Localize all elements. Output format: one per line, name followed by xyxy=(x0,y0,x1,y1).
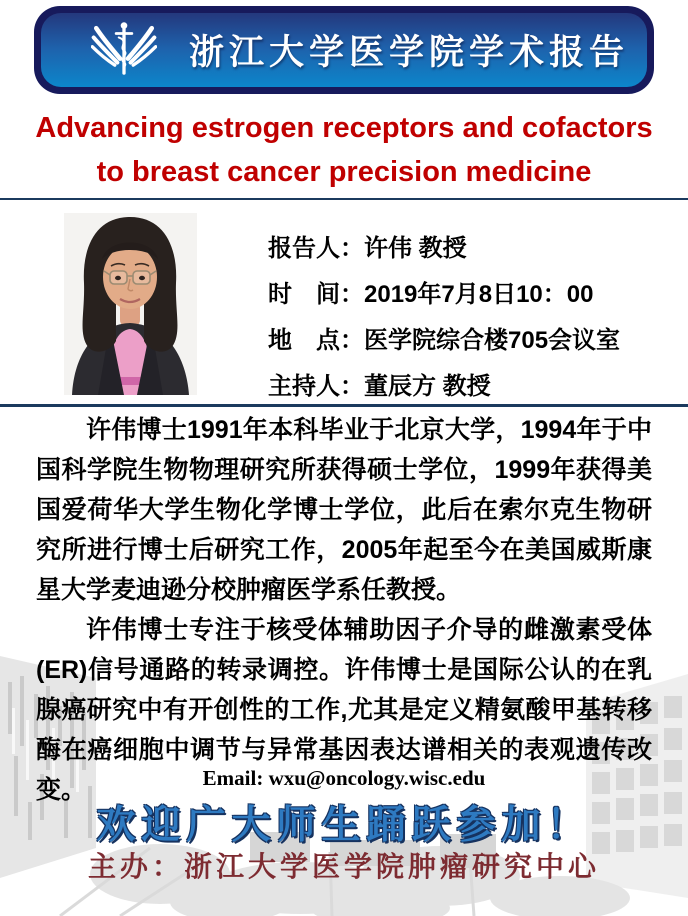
speaker-portrait-graphic xyxy=(64,213,197,395)
speaker-email: Email: wxu@oncology.wisc.edu xyxy=(202,766,486,790)
bio-paragraph-2: 许伟博士专注于核受体辅助因子介导的雌激素受体(ER)信号通路的转录调控。许伟博士是国际公认的在乳腺癌研究中有开创性的工作,尤其是定义精氨酸甲基转移酶在癌细胞中调节与异常基因表达谱相关的表观遗传改变。 xyxy=(36,616,652,804)
page-title xyxy=(0,106,688,194)
welcome-message: 欢迎广大师生踊跃参加！ xyxy=(96,804,592,847)
info-location: 地 点：医学院综合楼705会议室 xyxy=(268,327,621,354)
organizer-line: 主办：浙江大学医学院肿瘤研究中心 xyxy=(87,851,600,882)
speaker-bio xyxy=(36,410,652,810)
speaker-photo xyxy=(64,213,197,395)
banner-title: 浙江大学医学院学术报告 xyxy=(188,33,629,72)
bio-paragraph-1: 许伟博士1991年本科毕业于北京大学，1994年于中国科学院生物物理研究所获得硕士学位，1999年获得美国爱荷华大学生物化学博士学位，此后在索尔克生物研究所进行博士后研究工作，2005年起至今在美国威斯康星大学麦迪逊分校肿瘤医学系任教授。 xyxy=(36,416,652,604)
info-host: 主持人：董辰方 教授 xyxy=(268,373,491,400)
info-speaker: 报告人：许伟 教授 xyxy=(268,235,467,262)
divider-top xyxy=(0,198,688,200)
page-title-line2: to breast cancer precision medicine xyxy=(96,156,592,188)
page-title-line1: Advancing estrogen receptors and cofactors xyxy=(35,112,653,144)
info-time: 时 间：2019年7月8日10：00 xyxy=(268,281,594,308)
speaker-info xyxy=(268,226,620,410)
header-banner xyxy=(34,6,654,94)
header-banner-gradient xyxy=(41,13,647,87)
medical-caduceus-icon xyxy=(91,19,157,81)
divider-bottom xyxy=(0,404,688,407)
